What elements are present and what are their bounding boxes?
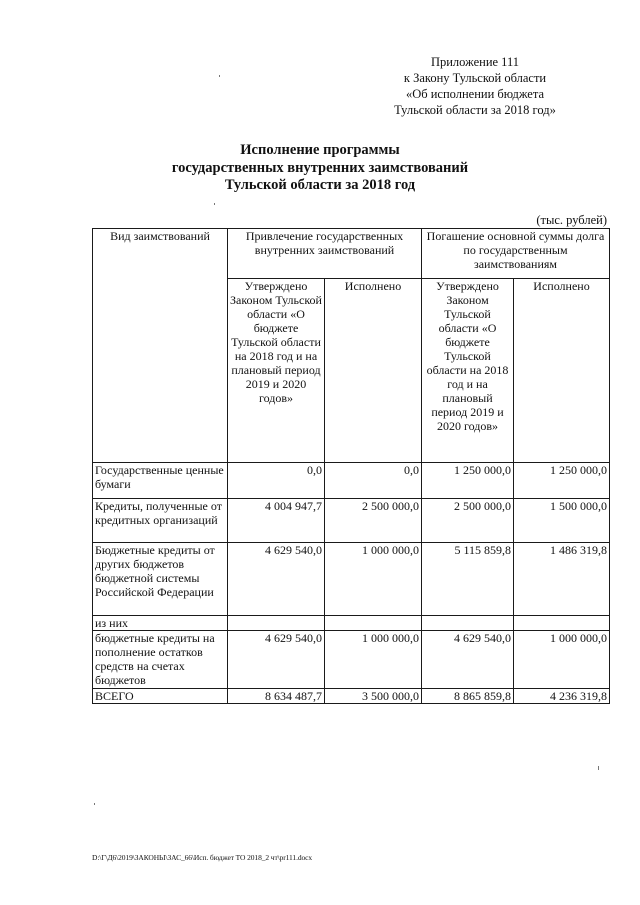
appendix-line-4: Тульской области за 2018 год» bbox=[394, 103, 556, 117]
units-note: (тыс. рублей) bbox=[536, 213, 607, 227]
repayment-approved-value: 1 250 000,0 bbox=[422, 463, 514, 499]
repayment-executed-value: 1 250 000,0 bbox=[514, 463, 610, 499]
subheader-repayment-executed: Исполнено bbox=[514, 279, 610, 463]
table-row bbox=[93, 463, 610, 499]
table-row bbox=[93, 543, 610, 616]
attraction-approved-value: 4 629 540,0 bbox=[228, 543, 325, 616]
appendix-caption bbox=[375, 54, 575, 118]
repayment-approved-value bbox=[422, 616, 514, 631]
attraction-approved-total: 8 634 487,7 bbox=[228, 689, 325, 704]
appendix-line-2: к Закону Тульской области bbox=[403, 71, 547, 85]
file-path-footer: D:\Г\Д6\2019\ЗАКОНЫ\ЗАС_66\Исп. бюджет ТО 2018_2 чт\pr111.docx bbox=[92, 853, 313, 862]
title-line-2: государственных внутренних заимствований bbox=[171, 159, 469, 176]
row-name: Государственные ценные бумаги bbox=[93, 463, 228, 499]
attraction-approved-value: 4 629 540,0 bbox=[228, 631, 325, 689]
repayment-approved-value: 2 500 000,0 bbox=[422, 499, 514, 543]
scan-speck bbox=[94, 803, 95, 805]
table-header-row bbox=[93, 229, 610, 279]
scan-speck bbox=[598, 766, 599, 770]
repayment-executed-value bbox=[514, 616, 610, 631]
scan-speck bbox=[214, 203, 215, 205]
scan-speck bbox=[219, 75, 220, 77]
attraction-executed-value: 2 500 000,0 bbox=[325, 499, 422, 543]
appendix-line-1: Приложение 111 bbox=[430, 55, 520, 69]
row-name: Бюджетные кредиты от других бюджетов бюджетной системы Российской Федерации bbox=[93, 543, 228, 616]
header-repayment: Погашение основной суммы долга по государственным заимствованиям bbox=[422, 229, 610, 279]
repayment-approved-value: 4 629 540,0 bbox=[422, 631, 514, 689]
table-row bbox=[93, 631, 610, 689]
document-title bbox=[0, 142, 640, 195]
row-name: из них bbox=[93, 616, 228, 631]
attraction-executed-value: 0,0 bbox=[325, 463, 422, 499]
header-borrowing-type: Вид заимствований bbox=[93, 229, 228, 463]
attraction-executed-total: 3 500 000,0 bbox=[325, 689, 422, 704]
repayment-approved-total: 8 865 859,8 bbox=[422, 689, 514, 704]
row-name: бюджетные кредиты на пополнение остатков средств на счетах бюджетов bbox=[93, 631, 228, 689]
attraction-executed-value bbox=[325, 616, 422, 631]
table-row bbox=[93, 499, 610, 543]
table-row bbox=[93, 616, 610, 631]
subheader-attraction-approved: Утверждено Законом Тульской области «О бюджете Тульской области на 2018 год и на плановый период 2019 и 2020 годов» bbox=[228, 279, 325, 463]
repayment-executed-value: 1 486 319,8 bbox=[514, 543, 610, 616]
table-total-row bbox=[93, 689, 610, 704]
attraction-executed-value: 1 000 000,0 bbox=[325, 543, 422, 616]
subheader-attraction-executed: Исполнено bbox=[325, 279, 422, 463]
attraction-approved-value bbox=[228, 616, 325, 631]
attraction-approved-value: 4 004 947,7 bbox=[228, 499, 325, 543]
repayment-executed-value: 1 500 000,0 bbox=[514, 499, 610, 543]
subheader-repayment-approved: Утверждено Законом Тульской области «О бюджете Тульской области на 2018 год и на плановый период 2019 и 2020 годов» bbox=[422, 279, 514, 463]
borrowing-table bbox=[92, 228, 610, 704]
repayment-executed-total: 4 236 319,8 bbox=[514, 689, 610, 704]
header-attraction: Привлечение государственных внутренних заимствований bbox=[228, 229, 422, 279]
repayment-approved-value: 5 115 859,8 bbox=[422, 543, 514, 616]
title-line-1: Исполнение программы bbox=[240, 142, 400, 158]
appendix-line-3: «Об исполнении бюджета bbox=[405, 87, 545, 101]
row-name: Кредиты, полученные от кредитных организаций bbox=[93, 499, 228, 543]
attraction-approved-value: 0,0 bbox=[228, 463, 325, 499]
row-name-total: ВСЕГО bbox=[93, 689, 228, 704]
attraction-executed-value: 1 000 000,0 bbox=[325, 631, 422, 689]
title-line-3: Тульской области за 2018 год bbox=[224, 177, 416, 193]
repayment-executed-value: 1 000 000,0 bbox=[514, 631, 610, 689]
